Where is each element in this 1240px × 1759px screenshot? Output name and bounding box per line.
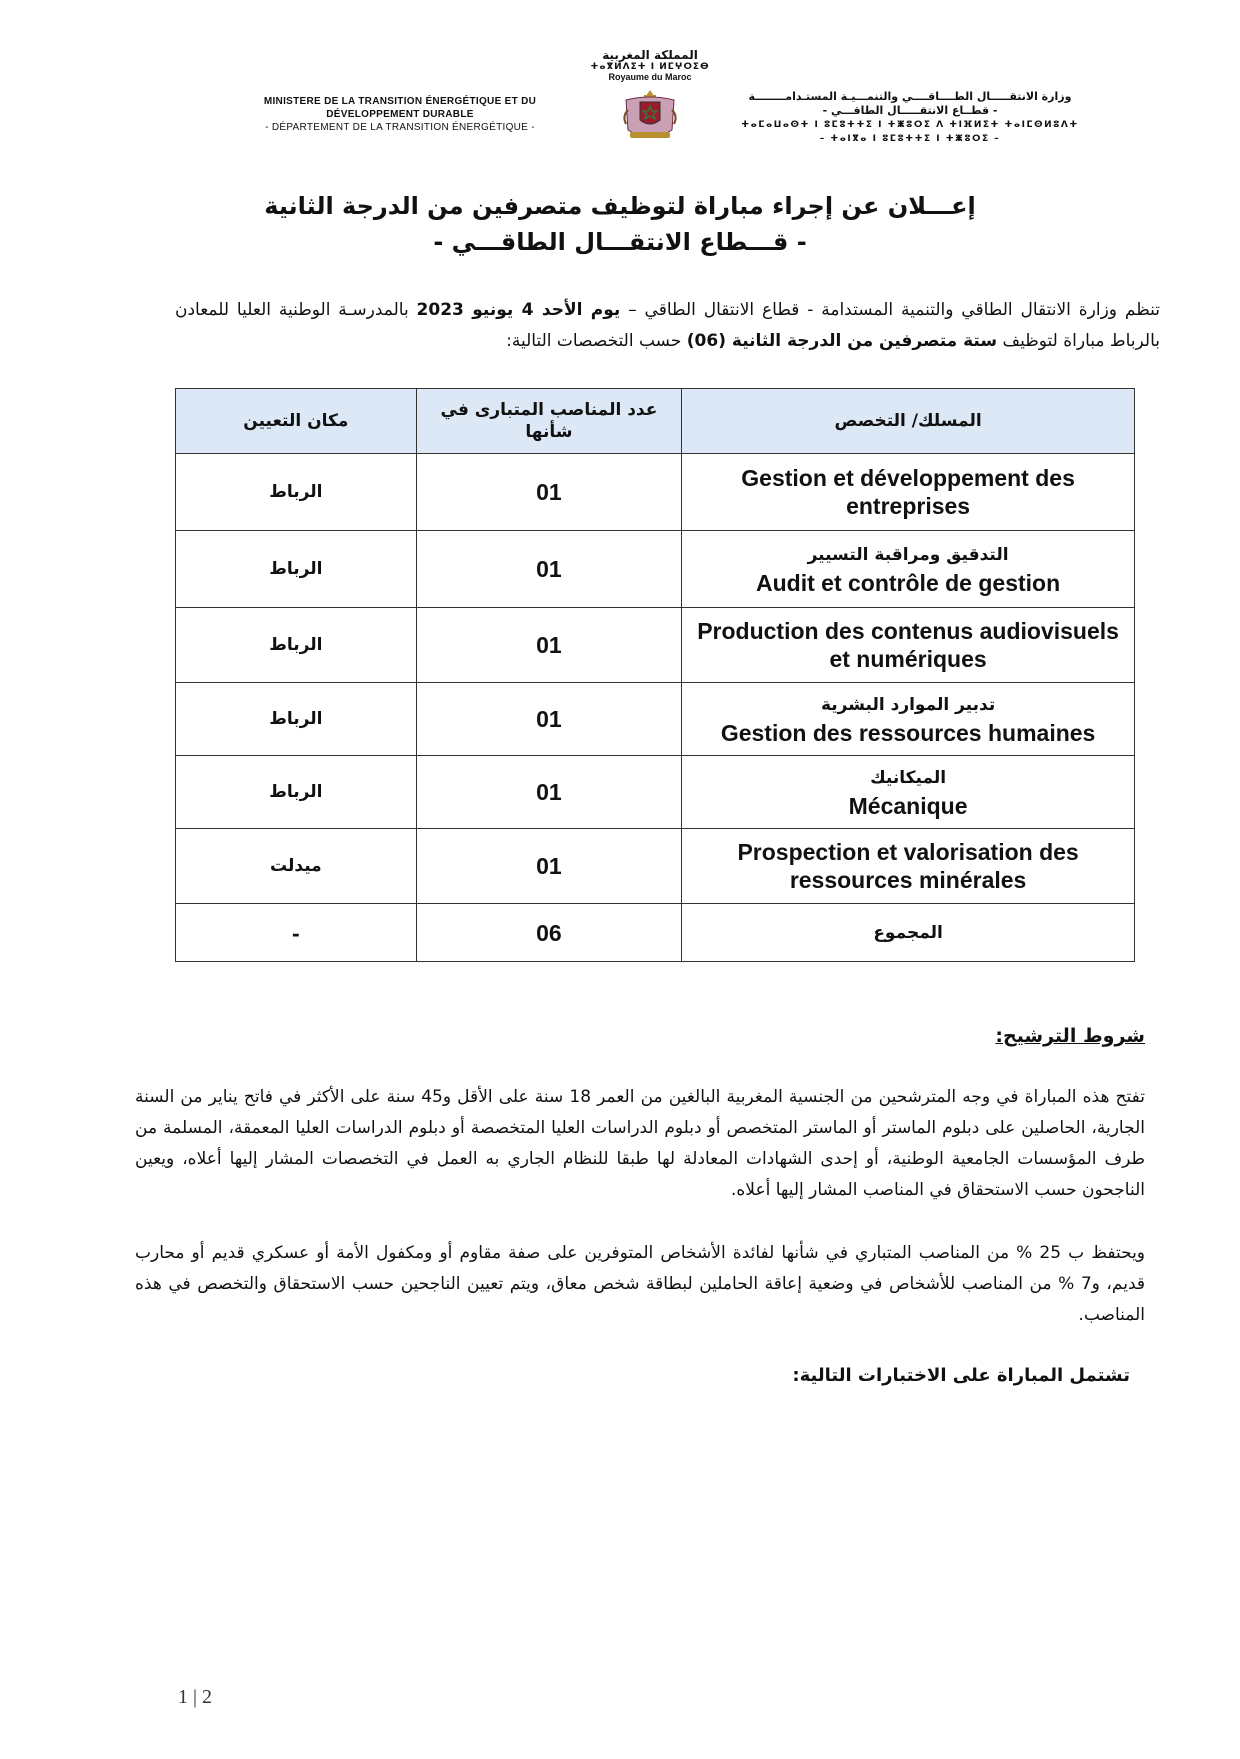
table-row: [176, 683, 1135, 756]
sector-name-ar: - قطــاع الانتقـــــال الطاقـــي -: [822, 104, 998, 117]
positions-count: ستة متصرفين من الدرجة الثانية (06): [686, 331, 998, 351]
conditions-title: شروط الترشيح:: [995, 1025, 1145, 1047]
intro-text-1: تنظم وزارة الانتقال الطاقي والتنمية المستدامة - قطاع الانتقال الطاقي –: [620, 300, 1160, 320]
kingdom-name-fr: Royaume du Maroc: [608, 72, 692, 82]
table-row: [176, 756, 1135, 829]
count-cell: 01: [416, 608, 681, 683]
specialty-ar: التدقيق ومراقبة التسيير: [807, 545, 1009, 565]
specialty-fr: Prospection et valorisation des ressources minérales: [737, 839, 1079, 893]
specialty-fr: Production des contenus audiovisuels et numériques: [697, 618, 1119, 672]
positions-table: [175, 388, 1135, 962]
ministry-name-tifinagh: ⵜⴰⵎⴰⵡⴰⵙⵜ ⵏ ⵓⵎⵓⵜⵜⵉ ⵏ ⵜⵥⵓⵔⵉ ⴷ ⵜⵏⴼⵍⵉⵜ ⵜⴰⵏⵎⵙⵍⵓⴷⵜ: [741, 120, 1079, 130]
count-cell: 01: [416, 683, 681, 756]
table-total-row: [176, 904, 1135, 962]
specialty-cell: [682, 683, 1135, 756]
announcement-title: [200, 188, 1040, 260]
place-cell: الرباط: [176, 608, 417, 683]
conditions-paragraph-2: ويحتفظ ب 25 % من المناصب المتباري في شأنها لفائدة الأشخاص المتوفرين على صفة مقاوم أو ومكفول الأمة أو عسكري قديم أو محارب قديم، و7 % من المناصب للأشخاص في وضعية إعاقة الحاملين لبطاقة شخص معاق، ويتم تعيين الناجحين حسب الاستحقاق والتخصص في هذه المناصب.: [135, 1243, 1146, 1325]
table-row: [176, 454, 1135, 531]
specialty-cell: [682, 756, 1135, 829]
specialty-cell: [682, 454, 1135, 531]
specialty-cell: [682, 608, 1135, 683]
table-header-row: [176, 389, 1135, 454]
header-place: مكان التعيين: [176, 389, 417, 454]
department-name: - DÉPARTEMENT DE LA TRANSITION ÉNERGÉTIQUE -: [265, 122, 535, 133]
specialty-fr: Gestion des ressources humaines: [720, 720, 1096, 746]
intro-text-2: بالمدرسـة الوطنية العليا للمعادن بالرباط مباراة لتوظيف: [175, 300, 1160, 351]
conditions-paragraph-1: تفتح هذه المباراة في وجه المترشحين من الجنسية المغربية البالغين من العمر 18 سنة على الأقل و45 سنة على الأكثر في فاتح يناير من السنة الجارية، الحاصلين على دبلوم الماستر أو الماستر المتخصص أو دبلوم الدراسات العليا المتخصصة أو دبلوم الدراسات العليا المعمقة، المسلمة من طرف المؤسسات الجامعية الوطنية، أو إحدى الشهادات المعادلة لها طبقا للنظام الجاري به العمل في التخصصات المشار إليها أعلاه، ويعين الناجحون حسب الاستحقاق في المناصب المشار إليها أعلاه.: [135, 1087, 1145, 1200]
count-cell: 01: [416, 829, 681, 904]
specialty-cell: [682, 829, 1135, 904]
specialty-ar: الميكانيك: [870, 768, 947, 788]
page-number: 1 | 2: [178, 1686, 213, 1708]
kingdom-header: [590, 48, 710, 144]
exams-title: تشتمل المباراة على الاختبارات التالية:: [792, 1365, 1130, 1386]
count-cell: 01: [416, 531, 681, 608]
intro-text-3: حسب التخصصات التالية:: [506, 331, 687, 351]
ministry-name-line2: DÉVELOPPEMENT DURABLE: [326, 109, 474, 120]
sector-name-tifinagh: – ⵜⴰⵏⴳⴰ ⵏ ⵓⵎⵓⵜⵜⵉ ⵏ ⵜⵥⵓⵔⵉ –: [819, 134, 1001, 144]
kingdom-name-ar: المملكة المغربية: [602, 48, 698, 62]
place-cell: الرباط: [176, 454, 417, 531]
ministry-header-ar: [730, 90, 1090, 146]
specialty-ar: تدبير الموارد البشرية: [820, 695, 996, 715]
header-count: عدد المناصب المتبارى في شأنها: [416, 389, 681, 454]
table-row: [176, 608, 1135, 683]
ministry-name-ar: وزارة الانتقـــــال الطــــاقــــي والتنمـــيـة المستـدامــــــــة: [748, 90, 1072, 103]
ministry-header-fr: [220, 95, 580, 134]
specialty-fr: Gestion et développement des entreprises: [741, 465, 1075, 519]
table-row: [176, 531, 1135, 608]
place-cell: ميدلت: [176, 829, 417, 904]
total-label: المجموع: [682, 904, 1135, 962]
specialty-fr: Audit et contrôle de gestion: [756, 570, 1061, 596]
place-cell: الرباط: [176, 531, 417, 608]
specialty-fr: Mécanique: [848, 793, 968, 819]
kingdom-name-tifinagh: ⵜⴰⴳⵍⴷⵉⵜ ⵏ ⵍⵎⵖⵔⵉⴱ: [590, 62, 710, 72]
ministry-name-line1: MINISTERE DE LA TRANSITION ÉNERGÉTIQUE ET DU: [263, 96, 537, 107]
intro-paragraph: [175, 295, 1160, 357]
exam-date: يوم الأحد 4 يونيو 2023: [416, 300, 621, 320]
table-row: [176, 829, 1135, 904]
place-cell: الرباط: [176, 683, 417, 756]
title-line1: إعـــلان عن إجراء مباراة لتوظيف متصرفين من الدرجة الثانية: [264, 192, 976, 220]
count-cell: 01: [416, 454, 681, 531]
header-specialty: المسلك/ التخصص: [682, 389, 1135, 454]
total-count: 06: [416, 904, 681, 962]
title-line2: - قـــطاع الانتقـــال الطاقـــي -: [433, 228, 807, 256]
specialty-cell: [682, 531, 1135, 608]
coat-of-arms-icon: [618, 86, 682, 144]
count-cell: 01: [416, 756, 681, 829]
total-place: -: [176, 904, 417, 962]
place-cell: الرباط: [176, 756, 417, 829]
